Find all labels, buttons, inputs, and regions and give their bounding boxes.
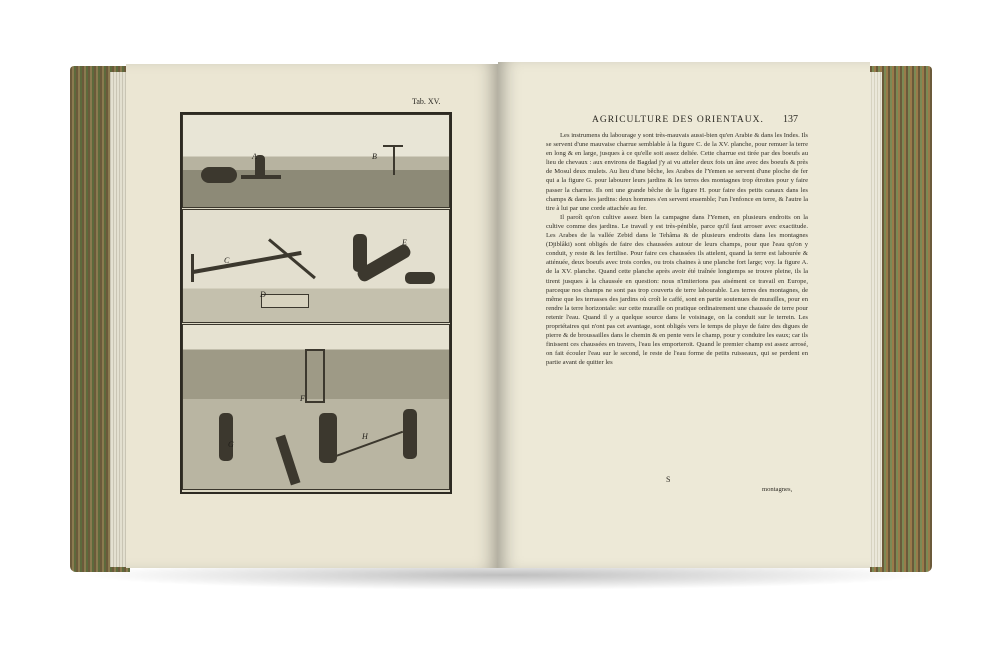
right-page-edges [868,72,882,567]
plate-letter-c: C [224,256,230,265]
paragraph: Les instrumens du labourage y sont très-mauvais aussi-bien qu'en Arabie & dans les Indes. Ils se servent d'une mauvaise charrue semblable à la figure C. de la XV. planche, pour remuer la terre en long & en large, jusques à ce qu'elle soit assez deliée. Cette charrue est tirée par des boeufs au lieu de chevaux : aux environs de Bagdad j'y ai vu atteler deux fois un âne avec des boeufs & près de Mosul deux mulets. Au lieu d'une bêche, les Arabes de l'Yemen se servent d'une ploche de fer qui a la figure G. pour labourer leurs jardins & les terres des montagnes trop étroites pour y faire passer la charrue. Ils ont une grande bêche de la figure H. pour faire des petits canaux dans les champs & dans les jardins: deux hommes s'en servent ensemble; l'un l'enfonce en terre, & l'autre la tire à lui par une corde attachée au fer. [546,132,808,212]
signature-mark: S [666,475,671,484]
plate-letter-f: F [300,394,305,403]
plate-letter-h: H [362,432,368,441]
plate-letter-e: E [402,238,407,247]
rope-figure [335,431,403,458]
paragraph: Il paroît qu'on cultive assez bien la campagne dans l'Yemen, en plusieurs endroits on la cultive comme des jardins. Le travail y est très-pénible, parce qu'il faut arroser avec exactitude. Les Arabes de la vallée Zebid dans le Tehâma & de plusieurs endroits dans les montagnes (Djiblâki) sont obligés de faire des chaussées autour de leurs champs, pour que l'eau qu'on y conduit, y reste & les fertilise. Pour faire ces chaussées ils attelent, quand la terre est labourée & atténuée, deux boeufs avec trois cordes, ou trois chaines à une planche fort large; voy. la figure A. de la XV. planche. Quand cette planche après avoir été traînée longtemps se trouve pleine, ils la tirent jusques à la chaussée en question: nous n'imiterions pas aisément ce travail en Europe, parceque nos champs ne sont pas trop couverts de terre labourable. Les terres des montagnes, de même que les terrasses des jardins où croît le caffé, sont en partie soutenues de murailles, pour en rendre la terre horizontale: sur cette muraille on pratique ordinairement une chaussée de terre pour retenir l'eau. Quand il y a quelque source dans le voisinage, on la conduit sur le terrein. Les propriétaires qui n'ont pas cet avantage, sont obligés vers le temps de pluye de faire des digues de pierre & de broussailles dans le chemin & en pente vers le champ, pour y conduire les eaux; car ils finissent ces chaussées en travers, l'eau les emporteroit. Quand le premier champ est assez arrosé, on fait écouler l'eau sur le second, le reste de l'eau forme de petits ruisseaux, qui se perdent en partie avant de quitter les [546,213,808,367]
page-number: 137 [783,114,798,125]
body-text [546,131,808,491]
post-figure [276,435,301,486]
digger-g-figure [219,413,233,461]
worker-h-right-figure [403,409,417,459]
catch-word: montagnes, [762,486,793,493]
engraving-panel-bottom [182,324,450,490]
engraving-panel-middle [182,209,450,323]
wooden-board-figure [261,294,309,308]
plate-letter-g: G [228,440,234,449]
plate-letter-b: B [372,152,377,161]
plate-letter-d: D [260,290,266,299]
well-beam-figure [383,145,403,147]
seated-worker-figure [405,272,435,284]
engraving-panel-top [182,114,450,208]
oxen-figure [201,167,237,183]
running-head: AGRICULTURE DES ORIENTAUX. [592,115,764,125]
plate-letter-a: A [252,152,257,161]
plate-tab-label: Tab. XV. [412,97,441,106]
tower-frame-figure [305,349,325,403]
well-post-figure [393,145,395,175]
plough-handle-figure [191,254,194,282]
